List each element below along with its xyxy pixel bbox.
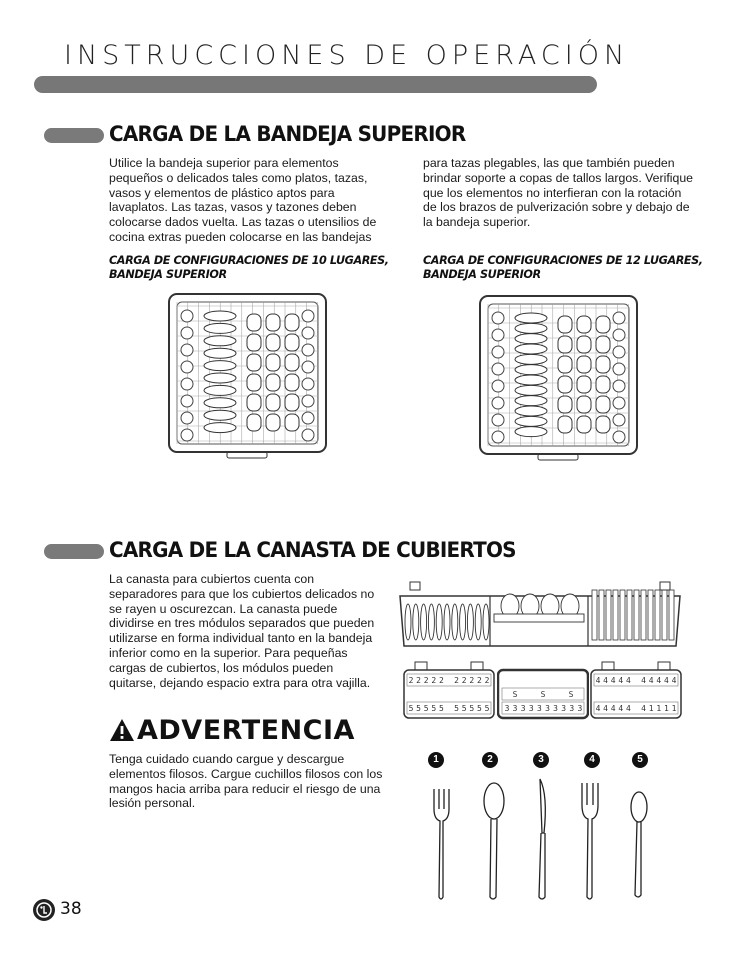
page-number: 38 — [60, 899, 82, 919]
module-label: 4 — [648, 676, 654, 685]
utensil-number-5: 5 — [632, 752, 648, 768]
module-label: 3 — [512, 704, 518, 713]
salad-fork-icon — [582, 783, 598, 899]
module-label: 3 — [545, 704, 550, 713]
section-heading-upper-rack: CARGA DE LA BANDEJA SUPERIOR — [109, 122, 466, 146]
module-label: 3 — [577, 704, 583, 713]
module-label: 5 — [416, 704, 422, 713]
caption-10-place: CARGA DE CONFIGURACIONES DE 10 LUGARES, BANDEJA SUPERIOR — [109, 254, 389, 281]
dinner-fork-icon — [434, 789, 449, 899]
upper-rack-text-right: para tazas plegables, las que también pueden brindar soporte a copas de tallos largos. Verifique que los elementos no interfieran con la rotación de los brazos de pulverización sobre y debajo de la bandeja superior. — [423, 156, 694, 230]
module-label: 2 — [454, 676, 460, 685]
module-label: 5 — [431, 704, 437, 713]
basket-module-middle — [497, 660, 589, 725]
module-label: 1 — [663, 704, 669, 713]
basket-module-right — [590, 660, 682, 725]
knife-icon — [539, 779, 545, 899]
module-label: 2 — [476, 676, 482, 685]
module-label: 3 — [504, 704, 510, 713]
module-label: 3 — [536, 704, 542, 713]
module-label: 4 — [625, 704, 631, 713]
module-label: S — [540, 690, 546, 699]
module-label: 2 — [423, 676, 429, 685]
module-label: 1 — [656, 704, 662, 713]
module-label: 2 — [438, 676, 444, 685]
cutlery-basket-illustration — [398, 578, 682, 653]
module-label: 4 — [603, 704, 609, 713]
module-label: 5 — [484, 704, 490, 713]
lg-logo-icon — [33, 899, 55, 921]
module-label: 3 — [553, 704, 559, 713]
utensil-number-1: 1 — [428, 752, 444, 768]
module-label: 1 — [648, 704, 654, 713]
module-label: 5 — [469, 704, 475, 713]
module-label: 4 — [610, 704, 616, 713]
module-label: 3 — [520, 704, 526, 713]
module-label: 4 — [603, 676, 609, 685]
section-marker — [44, 128, 104, 143]
module-label: 4 — [595, 704, 601, 713]
module-label: 2 — [408, 676, 414, 685]
teaspoon-icon — [631, 792, 647, 897]
utensil-number-3: 3 — [533, 752, 549, 768]
module-label: 4 — [625, 676, 631, 685]
utensils-illustration — [420, 775, 660, 905]
module-label: 2 — [469, 676, 475, 685]
module-label: 4 — [610, 676, 616, 685]
utensil-number-2: 2 — [482, 752, 498, 768]
module-label: 2 — [416, 676, 422, 685]
utensil-number-4: 4 — [584, 752, 600, 768]
module-label: 2 — [461, 676, 467, 685]
caption-12-place: CARGA DE CONFIGURACIONES DE 12 LUGARES, BANDEJA SUPERIOR — [423, 254, 703, 281]
module-label: 4 — [618, 704, 624, 713]
module-label: 3 — [528, 704, 534, 713]
module-label: 4 — [671, 676, 677, 685]
title-bar — [34, 76, 597, 93]
module-label: S — [512, 690, 518, 699]
upper-rack-text-left: Utilice la bandeja superior para elementos pequeños o delicados tales como platos, tazas, vasos y elementos de plástico aptos para lavaplatos. Las tazas, vasos y tazones deben colocarse dados vuelta. Las tazas o utensilios de cocina extras pueden colocarse en las bandejas — [109, 156, 377, 244]
module-label: 4 — [663, 676, 669, 685]
module-label: 4 — [641, 676, 647, 685]
rack-illustration-10-place — [165, 290, 330, 460]
cutlery-text: La canasta para cubiertos cuenta con separadores para que los cubiertos delicados no se rayen u oscurezcan. La canasta puede dividirse en tres módulos separados que pueden utilizarse en forma individual tanto en la bandeja inferior como en la superior. Para pequeñas cargas de cubiertos, los módulos pueden quitarse, dejando espacio extra para otra vajilla. — [109, 572, 375, 690]
module-label: 5 — [476, 704, 482, 713]
basket-module-left — [403, 660, 495, 725]
module-label: 4 — [641, 704, 647, 713]
module-label: 5 — [461, 704, 467, 713]
warning-title — [109, 715, 355, 746]
module-label: 5 — [408, 704, 414, 713]
module-label: 4 — [656, 676, 662, 685]
module-label: 5 — [423, 704, 429, 713]
module-label: 1 — [671, 704, 677, 713]
module-label: 4 — [618, 676, 624, 685]
module-label: S — [568, 690, 574, 699]
module-label: 5 — [438, 704, 444, 713]
warning-text: Tenga cuidado cuando cargue y descargue elementos filosos. Cargue cuchillos filosos con los mangos hacia arriba para reducir el riesgo de una lesión personal. — [109, 752, 383, 811]
module-label: 2 — [431, 676, 437, 685]
module-label: 2 — [484, 676, 490, 685]
warning-triangle-icon — [109, 718, 135, 742]
module-label: 5 — [454, 704, 460, 713]
section-marker — [44, 544, 104, 559]
section-heading-cutlery: CARGA DE LA CANASTA DE CUBIERTOS — [109, 538, 516, 562]
module-label: 3 — [561, 704, 567, 713]
rack-illustration-12-place — [476, 292, 641, 462]
module-label: 4 — [595, 676, 601, 685]
module-label: 3 — [569, 704, 575, 713]
soup-spoon-icon — [484, 783, 504, 899]
page-title: INSTRUCCIONES DE OPERACIÓN — [64, 40, 630, 71]
warning-title-text: ADVERTENCIA — [137, 715, 355, 746]
